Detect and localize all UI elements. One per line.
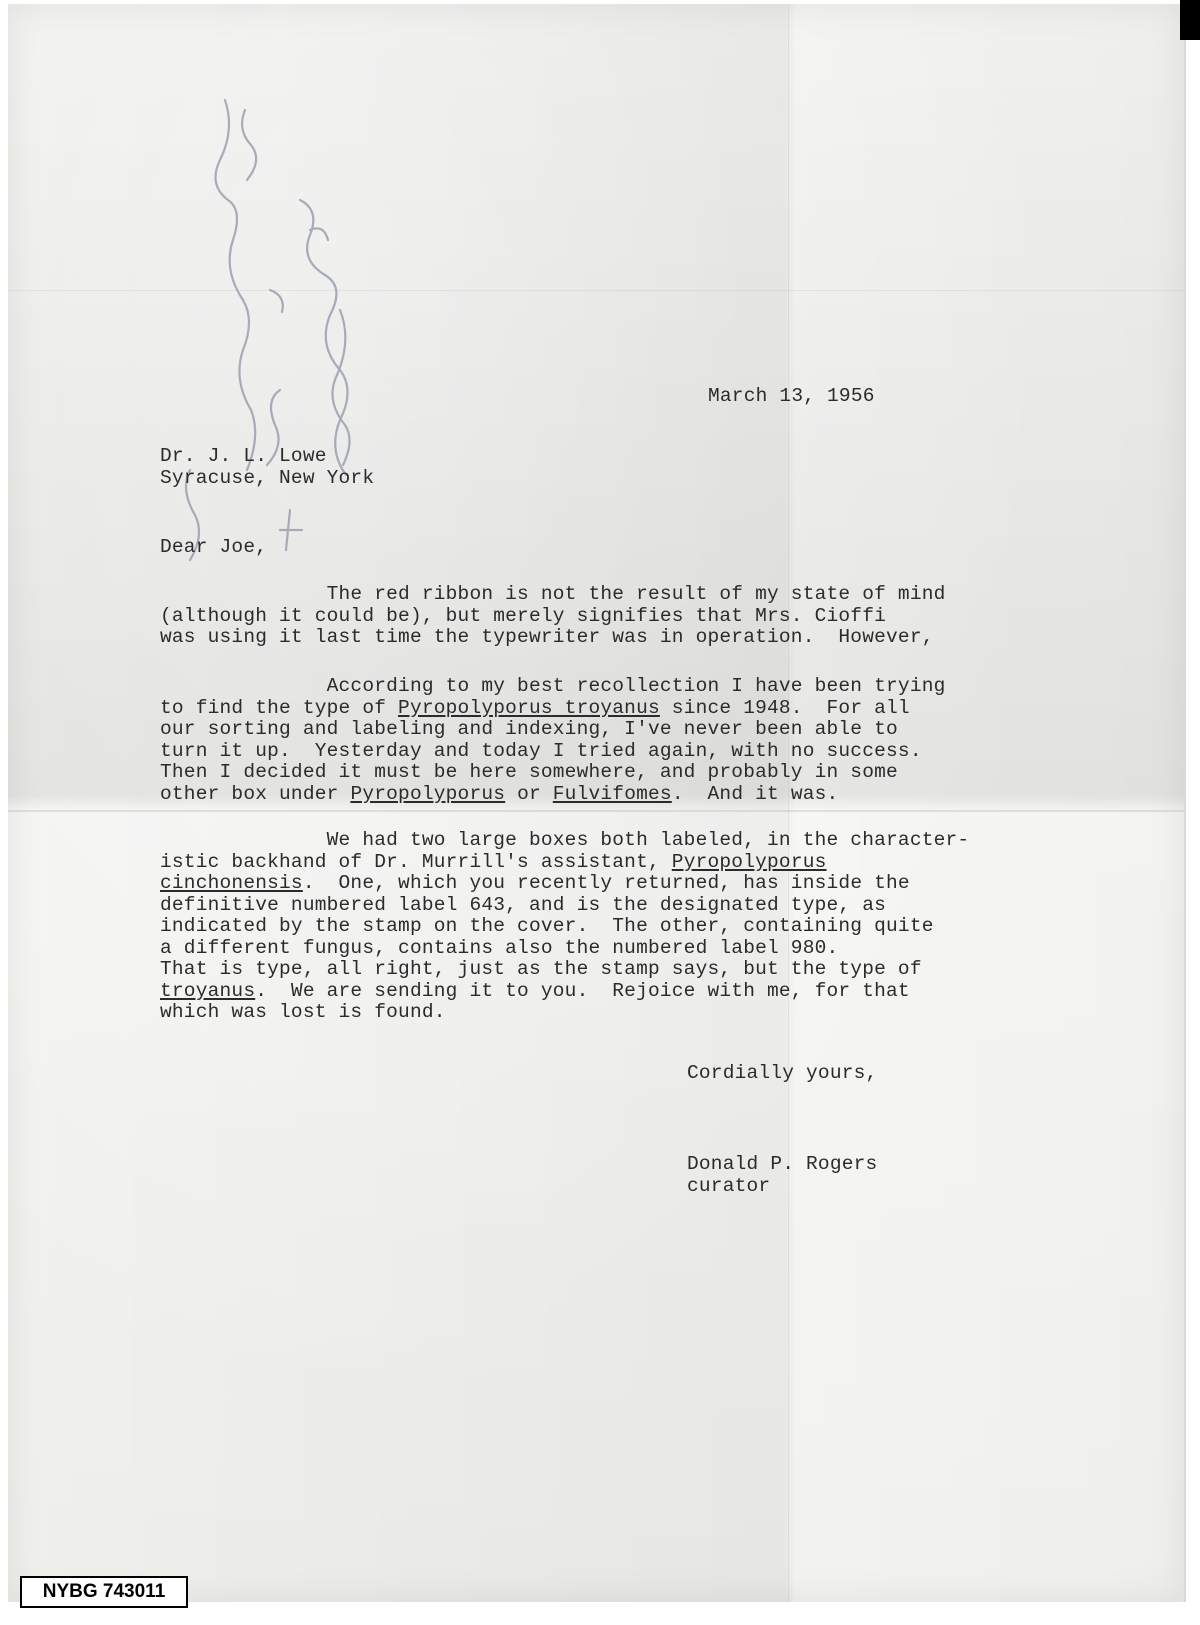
species-name: troyanus (160, 979, 256, 1002)
paragraph-line: That is type, all right, just as the stamp says, but the type of (160, 958, 922, 980)
recipient-address (160, 446, 374, 489)
paragraph-boxes (160, 830, 969, 1024)
paragraph-line: (although it could be), but merely signifies that Mrs. Cioffi (160, 604, 887, 627)
paragraph-line: indicated by the stamp on the cover. The other, containing quite (160, 915, 934, 937)
paragraph-text: istic backhand of Dr. Murrill's assistant, (160, 850, 672, 873)
letter-date: March 13, 1956 (708, 385, 875, 407)
complimentary-close: Cordially yours, (687, 1062, 878, 1084)
signer-title: curator (687, 1174, 771, 1197)
paragraph-red-ribbon (160, 584, 946, 649)
paragraph-line: was using it last time the typewriter was in operation. However, (160, 626, 934, 648)
species-name: Pyropolyporus troyanus (398, 696, 660, 719)
recipient-location: Syracuse, New York (160, 466, 375, 489)
genus-name: Fulvifomes (552, 782, 672, 805)
paragraph-text: since 1948. For all (659, 696, 910, 719)
paragraph-line: The red ribbon is not the result of my state of mind (160, 583, 946, 605)
paragraph-text: . One, which you recently returned, has inside the (302, 872, 910, 894)
paragraph-text: . We are sending it to you. Rejoice with me, for that (255, 979, 910, 1002)
signature-block (687, 1154, 877, 1197)
paragraph-text: or (505, 782, 553, 805)
paragraph-line: a different fungus, contains also the numbered label 980. (160, 936, 839, 959)
catalog-number-label: NYBG 743011 (20, 1576, 188, 1608)
scan-edge-marker (1180, 0, 1200, 40)
paragraph-line: Then I decided it must be here somewhere, and probably in some (160, 761, 898, 783)
paragraph-line: According to my best recollection I have been trying (160, 675, 946, 697)
signer-name: Donald P. Rogers (687, 1153, 878, 1175)
paragraph-line: definitive numbered label 643, and is the designated type, as (160, 893, 887, 916)
pencil-annotation (130, 90, 430, 580)
genus-name: Pyropolyporus (350, 782, 506, 805)
paragraph-search (160, 676, 946, 805)
paragraph-text: other box under (160, 782, 351, 805)
salutation: Dear Joe, (160, 536, 268, 558)
fold-crease (8, 810, 1184, 812)
paragraph-line: turn it up. Yesterday and today I tried again, with no success. (160, 739, 922, 762)
genus-name: Pyropolyporus (671, 850, 827, 873)
recipient-name: Dr. J. L. Lowe (160, 445, 327, 467)
paragraph-line: which was lost is found. (160, 1001, 446, 1023)
species-name: cinchonensis (160, 872, 303, 894)
paragraph-text: to find the type of (160, 696, 399, 719)
paragraph-line: We had two large boxes both labeled, in the character- (160, 829, 970, 851)
paragraph-line: our sorting and labeling and indexing, I've never been able to (160, 718, 898, 740)
paragraph-text: . And it was. (671, 782, 839, 805)
